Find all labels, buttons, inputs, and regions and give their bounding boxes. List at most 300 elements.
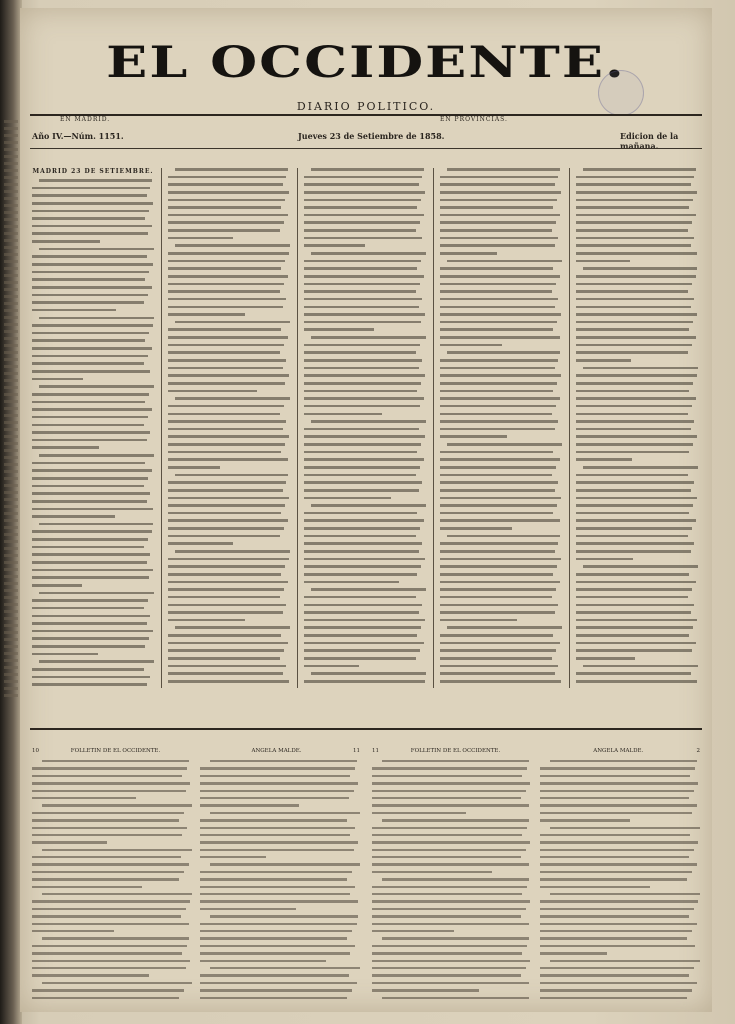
illegible-text-line [4,267,18,270]
article-column-5 [576,168,698,688]
illegible-text-line [4,435,18,438]
illegible-text-line [32,775,182,777]
illegible-text-line [32,622,147,625]
illegible-text-line [576,229,688,232]
illegible-text-line [32,599,148,602]
illegible-text-line [576,535,688,538]
illegible-text-line [32,500,147,503]
illegible-text-line [304,512,417,515]
illegible-text-line [4,680,18,683]
illegible-text-line [4,379,18,382]
illegible-text-line [576,328,689,331]
illegible-text-line [447,168,559,171]
illegible-text-line [168,229,280,232]
illegible-text-line [576,374,697,377]
illegible-text-line [311,420,426,423]
illegible-text-line [440,221,556,224]
column-rule [161,168,162,688]
illegible-text-line [440,290,552,293]
illegible-text-line [440,466,556,469]
illegible-text-line [304,214,424,217]
illegible-text-line [175,321,290,324]
illegible-text-line [583,665,698,668]
illegible-text-line [304,367,419,370]
illegible-text-line [42,804,192,806]
illegible-text-line [576,550,691,553]
illegible-text-line [200,960,326,962]
illegible-text-line [372,915,521,917]
illegible-text-line [540,952,607,954]
illegible-text-line [4,421,18,424]
illegible-text-line [168,290,280,293]
illegible-text-line [576,481,694,484]
illegible-text-line [576,527,692,530]
illegible-text-line [440,252,497,255]
illegible-text-line [304,573,417,576]
illegible-text-line [32,668,144,671]
edition-label: Edicion de la mañana. [620,131,679,151]
illegible-text-line [4,624,18,627]
illegible-text-line [440,565,557,568]
illegible-text-line [4,652,18,655]
illegible-text-line [200,908,296,910]
illegible-text-line [32,362,144,365]
illegible-text-line [372,871,492,873]
illegible-text-line [32,974,149,976]
illegible-text-line [576,649,692,652]
illegible-text-line [32,477,148,480]
illegible-text-line [440,321,557,324]
illegible-text-line [372,886,527,888]
illegible-text-line [540,812,692,814]
article-column-4 [440,168,562,688]
feuilleton-separator [30,728,702,730]
illegible-text-line [304,527,420,530]
illegible-text-line [440,244,555,247]
illegible-text-line [32,827,187,829]
illegible-text-line [168,581,288,584]
illegible-text-line [4,393,18,396]
illegible-text-line [540,775,690,777]
illegible-text-line [4,519,18,522]
illegible-text-line [311,168,423,171]
illegible-text-line [4,428,18,431]
illegible-text-line [440,672,555,675]
illegible-text-line [4,512,18,515]
illegible-text-line [32,309,116,312]
illegible-text-line [32,332,149,335]
illegible-text-line [4,673,18,676]
illegible-text-line [304,206,417,209]
illegible-text-line [42,849,192,851]
illegible-text-line [304,237,422,240]
illegible-text-line [200,775,350,777]
illegible-text-line [168,672,283,675]
illegible-text-line [576,519,696,522]
illegible-text-line [39,179,151,182]
illegible-text-line [168,351,280,354]
illegible-text-line [440,428,555,431]
illegible-text-line [32,930,114,932]
illegible-text-line [32,232,148,235]
illegible-text-line [32,508,153,511]
illegible-text-line [32,301,144,304]
illegible-text-line [168,199,285,202]
illegible-text-line [440,344,502,347]
illegible-text-line [200,804,299,806]
illegible-text-line [168,527,284,530]
illegible-text-line [168,183,283,186]
illegible-text-line [210,967,360,969]
illegible-text-line [304,443,421,446]
illegible-text-line [576,596,688,599]
illegible-text-line [440,458,560,461]
illegible-text-line [32,462,145,465]
illegible-text-line [440,504,557,507]
illegible-text-line [4,582,18,585]
illegible-text-line [4,631,18,634]
illegible-text-line [304,649,420,652]
illegible-text-line [4,204,18,207]
article-column-2 [168,168,290,688]
illegible-text-line [311,336,426,339]
illegible-text-line [4,288,18,291]
illegible-text-line [540,945,695,947]
illegible-text-line [4,155,18,158]
illegible-text-line [168,221,284,224]
illegible-text-line [576,604,694,607]
illegible-text-line [4,603,18,606]
article-column-1 [32,168,154,688]
illegible-text-line [168,275,288,278]
illegible-text-line [4,400,18,403]
illegible-text-line [200,819,347,821]
illegible-text-line [39,317,154,320]
illegible-text-line [168,443,285,446]
illegible-text-line [372,863,529,865]
illegible-text-line [304,435,425,438]
illegible-text-line [210,915,359,917]
illegible-text-line [4,526,18,529]
illegible-text-line [540,908,694,910]
illegible-text-line [168,283,284,286]
illegible-text-line [32,446,99,449]
illegible-text-line [4,470,18,473]
illegible-text-line [576,428,691,431]
illegible-text-line [540,982,697,984]
illegible-text-line [440,527,512,530]
illegible-text-line [4,141,18,144]
illegible-text-line [4,561,18,564]
illegible-text-line [4,687,18,690]
illegible-text-line [32,945,187,947]
illegible-text-line [200,790,354,792]
feuilleton-column-3 [372,748,532,1003]
illegible-text-line [304,344,420,347]
illegible-text-line [175,168,287,171]
illegible-text-line [540,819,630,821]
illegible-text-line [32,286,152,289]
illegible-text-line [4,372,18,375]
illegible-text-line [372,841,530,843]
article-column-3 [304,168,426,688]
illegible-text-line [576,642,696,645]
illegible-text-line [576,191,697,194]
illegible-text-line [200,930,352,932]
illegible-text-line [576,611,691,614]
illegible-text-line [576,558,633,561]
illegible-text-line [32,878,179,880]
illegible-text-line [168,519,288,522]
illegible-text-line [550,893,700,895]
illegible-text-line [304,191,425,194]
illegible-text-line [4,659,18,662]
illegible-text-line [447,260,562,263]
illegible-text-line [4,505,18,508]
illegible-text-line [32,194,147,197]
illegible-text-line [168,596,280,599]
illegible-text-line [576,260,630,263]
illegible-text-line [4,589,18,592]
illegible-text-line [32,819,179,821]
illegible-text-line [540,790,694,792]
illegible-text-line [168,565,285,568]
illegible-text-line [200,886,355,888]
feuilleton-header: ANGELA MALDE. 2 [593,748,700,754]
illegible-text-line [39,385,154,388]
illegible-text-line [168,558,289,561]
illegible-text-line [168,451,281,454]
illegible-text-line [304,680,425,683]
illegible-text-line [583,466,698,469]
illegible-text-line [304,626,421,629]
illegible-text-line [576,206,689,209]
illegible-text-line [200,893,350,895]
library-stamp [598,70,644,116]
illegible-text-line [32,278,145,281]
illegible-text-line [32,240,100,243]
illegible-text-line [440,435,507,438]
illegible-text-line [440,588,556,591]
illegible-text-line [168,535,280,538]
illegible-text-line [4,302,18,305]
illegible-text-line [372,952,522,954]
feuilleton-column-4 [540,748,700,1003]
illegible-text-line [576,420,694,423]
illegible-text-line [168,588,284,591]
illegible-text-line [4,407,18,410]
illegible-text-line [576,489,691,492]
illegible-text-line [576,435,697,438]
illegible-text-line [32,469,152,472]
feuilleton-column-1 [32,748,192,1003]
illegible-text-line [4,617,18,620]
illegible-text-line [32,653,98,656]
illegible-text-line [583,168,695,171]
illegible-text-line [39,523,152,526]
illegible-text-line [32,960,190,962]
illegible-text-line [540,967,694,969]
illegible-text-line [32,812,184,814]
illegible-text-line [311,672,426,675]
illegible-text-line [32,923,189,925]
illegible-text-line [440,474,552,477]
illegible-text-line [168,176,286,179]
illegible-text-line [576,680,697,683]
illegible-text-line [576,504,693,507]
illegible-text-line [32,676,150,679]
illegible-text-line [168,374,289,377]
illegible-text-line [168,512,281,515]
illegible-text-line [4,645,18,648]
illegible-text-line [32,255,147,258]
illegible-text-line [440,596,552,599]
illegible-text-line [576,176,694,179]
illegible-text-line [576,588,692,591]
illegible-text-line [304,351,416,354]
illegible-text-line [576,214,696,217]
illegible-text-line [168,466,220,469]
issue-number: Año IV.—Núm. 1151. [32,131,124,141]
illegible-text-line [4,316,18,319]
illegible-text-line [304,229,416,232]
illegible-text-line [168,405,284,408]
illegible-text-line [168,344,284,347]
illegible-text-line [440,489,555,492]
illegible-text-line [32,767,187,769]
illegible-text-line [32,393,149,396]
previous-page-edge [0,0,22,1024]
illegible-text-line [540,930,692,932]
illegible-text-line [4,344,18,347]
illegible-text-line [32,217,145,220]
illegible-text-line [32,401,145,404]
illegible-text-line [440,306,555,309]
illegible-text-line [32,576,149,579]
illegible-text-line [42,893,192,895]
illegible-text-line [39,592,154,595]
illegible-text-line [576,619,697,622]
illegible-text-line [32,439,147,442]
illegible-text-line [440,451,553,454]
illegible-text-line [440,283,556,286]
illegible-text-line [168,359,286,362]
illegible-text-line [540,997,687,999]
illegible-text-line [304,619,425,622]
illegible-text-line [540,841,698,843]
illegible-text-line [372,923,529,925]
illegible-text-line [304,558,425,561]
illegible-text-line [4,498,18,501]
illegible-text-line [210,760,357,762]
illegible-text-line [304,542,422,545]
illegible-text-line [4,148,18,151]
column-heading: MADRID 23 DE SETIEMBRE. [32,168,154,175]
illegible-text-line [304,306,419,309]
illegible-text-line [168,382,285,385]
illegible-text-line [304,581,399,584]
illegible-text-line [440,336,560,339]
illegible-text-line [168,328,281,331]
illegible-text-line [168,214,288,217]
illegible-text-line [540,871,692,873]
illegible-text-line [4,547,18,550]
illegible-text-line [304,481,422,484]
illegible-text-line [440,382,557,385]
illegible-text-line [304,657,416,660]
illegible-text-line [200,871,352,873]
illegible-text-line [550,760,697,762]
illegible-text-line [4,162,18,165]
illegible-text-line [440,405,556,408]
illegible-text-line [440,665,558,668]
illegible-text-line [32,561,147,564]
illegible-text-line [168,298,286,301]
illegible-text-line [168,611,283,614]
illegible-text-line [4,281,18,284]
illegible-text-line [447,626,562,629]
illegible-text-line [440,328,553,331]
illegible-text-line [168,642,288,645]
illegible-text-line [440,374,561,377]
illegible-text-line [168,390,257,393]
illegible-text-line [576,542,694,545]
front-page-columns [32,168,700,688]
illegible-text-line [576,290,688,293]
illegible-text-line [32,841,107,843]
illegible-text-line [200,767,355,769]
illegible-text-line [168,458,288,461]
illegible-text-line [304,565,421,568]
illegible-text-line [4,533,18,536]
illegible-text-line [304,489,419,492]
illegible-text-line [168,428,283,431]
illegible-text-line [4,183,18,186]
illegible-text-line [540,856,689,858]
feuilleton-section [32,748,700,1003]
illegible-text-line [372,782,530,784]
illegible-text-line [440,497,561,500]
illegible-text-line [42,982,192,984]
illegible-text-line [4,127,18,130]
illegible-text-line [382,878,529,880]
illegible-text-line [32,797,136,799]
illegible-text-line [304,298,422,301]
illegible-text-line [304,260,421,263]
illegible-text-line [583,267,696,270]
illegible-text-line [304,382,421,385]
illegible-text-line [583,565,698,568]
illegible-text-line [4,295,18,298]
illegible-text-line [39,660,154,663]
illegible-text-line [304,199,421,202]
illegible-text-line [4,456,18,459]
illegible-text-line [382,997,529,999]
illegible-text-line [576,183,691,186]
illegible-text-line [440,267,553,270]
illegible-text-line [200,989,352,991]
illegible-text-line [576,359,631,362]
illegible-text-line [32,530,152,533]
feuilleton-header: 11 FOLLETIN DE EL OCCIDENTE. [372,748,501,754]
illegible-text-line [304,596,416,599]
illegible-text-line [4,330,18,333]
illegible-text-line [440,558,561,561]
illegible-text-line [32,683,147,686]
illegible-text-line [304,428,419,431]
illegible-text-line [372,974,521,976]
illegible-text-line [304,535,416,538]
